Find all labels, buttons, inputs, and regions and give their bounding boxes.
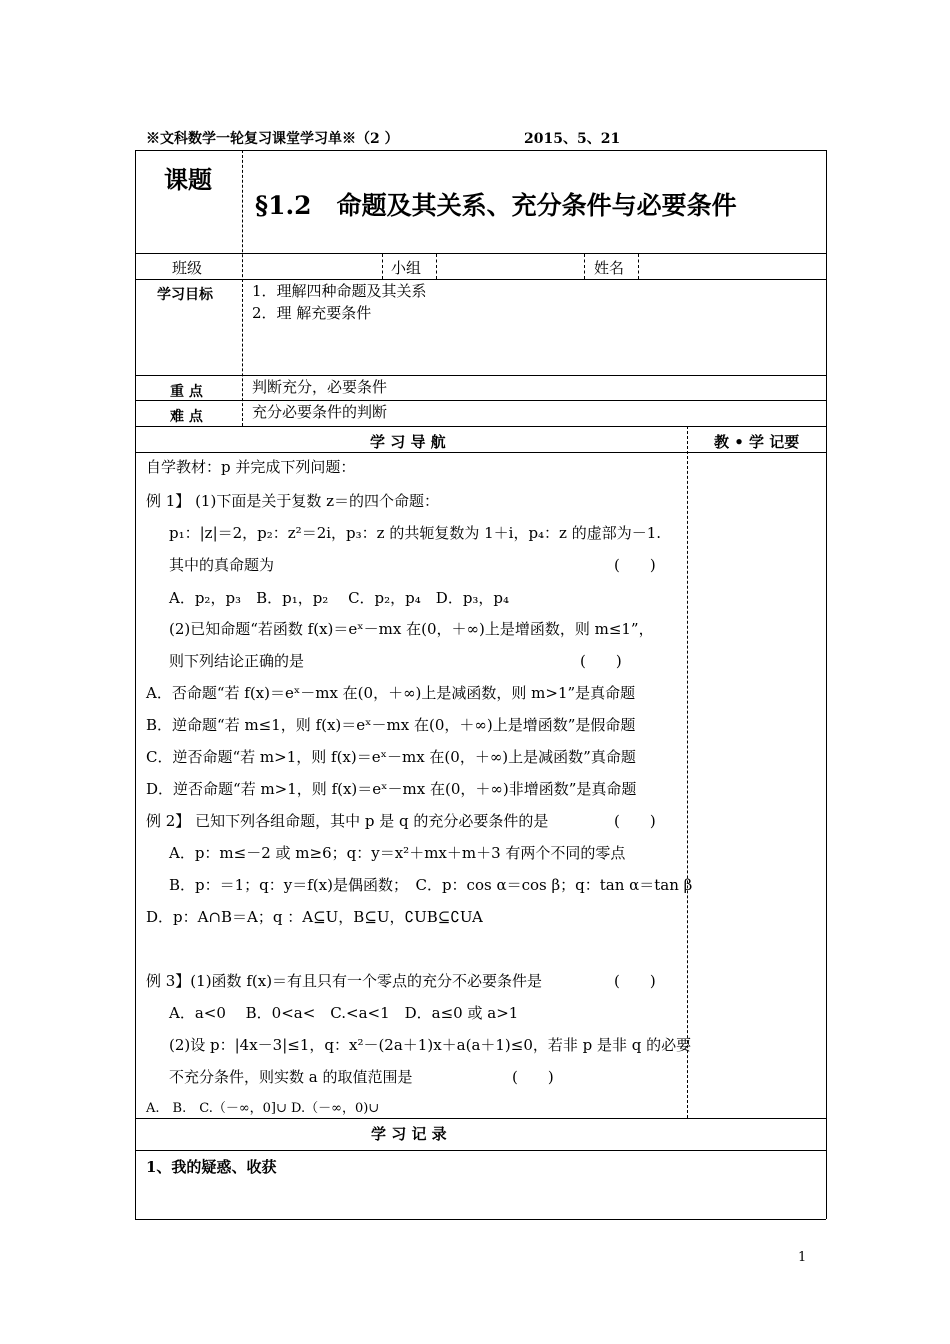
example-1-options: A．p₂，p₃ B．p₁，p₂ C．p₂，p₄ D．p₃，p₄	[169, 589, 510, 607]
example-2-heading: 例 2】 已知下列各组命题，其中 p 是 q 的充分必要条件的是	[146, 812, 549, 830]
worksheet-title: ※文科数学一轮复习课堂学习单※（2 ）	[146, 131, 399, 147]
example-1-part2-question: 则下列结论正确的是	[169, 652, 305, 670]
name-label: 姓名	[594, 259, 625, 277]
info-divider	[436, 254, 437, 279]
example-3-part2: (2)设 p：|4x－3|≤1，q：x²－(2a＋1)x＋a(a＋1)≤0，若非 p 是非 q 的必要	[169, 1036, 692, 1054]
key-point-label: 重 点	[170, 384, 203, 400]
difficulty-text: 充分必要条件的判断	[252, 403, 388, 421]
example-2-option-d: D．p：A∩B＝A；q ：A⊆U，B⊆U，∁UB⊆∁UA	[146, 908, 483, 926]
table-bottom-border	[135, 1219, 826, 1220]
notes-area[interactable]	[690, 454, 824, 1116]
class-label: 班级	[172, 259, 203, 277]
option-b: B．逆命题“若 m≤1，则 f(x)＝eˣ－mx 在(0，＋∞)上是增函数”是假命题	[146, 716, 636, 734]
example-1-heading: 例 1】 (1)下面是关于复数 z＝的四个命题：	[146, 492, 439, 510]
record-item-1: 1、我的疑惑、收获	[146, 1158, 277, 1176]
example-2-option-a: A．p：m≤－2 或 m≥6；q：y＝x²＋mx＋m＋3 有两个不同的零点	[169, 844, 626, 862]
example-1-question: 其中的真命题为	[169, 556, 275, 574]
info-divider	[382, 254, 383, 279]
notes-column-divider	[687, 426, 688, 1118]
goal-item: 1．理解四种命题及其关系	[252, 282, 427, 300]
example-3-heading: 例 3】(1)函数 f(x)＝有且只有一个零点的充分不必要条件是	[146, 972, 543, 990]
option-d: D．逆否命题“若 m>1，则 f(x)＝eˣ－mx 在(0，＋∞)非增函数”是真命题	[146, 780, 637, 798]
answer-blank[interactable]: ( )	[614, 812, 656, 830]
row-separator	[135, 452, 826, 453]
label-column-divider	[242, 150, 243, 426]
notes-header: 教 • 学 记要	[714, 433, 800, 451]
row-separator	[135, 1150, 826, 1151]
table-top-border	[135, 150, 826, 151]
worksheet-date: 2015、5、21	[524, 131, 621, 147]
option-a: A．否命题“若 f(x)＝eˣ－mx 在(0，＋∞)上是减函数，则 m>1”是真命题	[146, 684, 636, 702]
row-separator	[135, 400, 826, 401]
row-separator	[135, 426, 826, 427]
record-notes-area[interactable]	[138, 1178, 824, 1216]
record-header: 学 习 记 录	[371, 1125, 447, 1143]
example-1-propositions: p₁：|z|＝2，p₂：z²＝2i，p₃：z 的共轭复数为 1＋i，p₄：z 的虚部为－1.	[169, 524, 662, 542]
answer-blank[interactable]: ( )	[614, 972, 656, 990]
goal-item: 2．理 解充要条件	[252, 304, 372, 322]
answer-blank[interactable]: ( )	[614, 556, 656, 574]
class-field[interactable]	[245, 256, 380, 277]
key-point-text: 判断充分，必要条件	[252, 378, 388, 396]
row-separator	[135, 253, 826, 254]
nav-header: 学 习 导 航	[370, 433, 446, 451]
example-3-part2-question: 不充分条件，则实数 a 的取值范围是	[169, 1068, 413, 1086]
table-right-border	[826, 150, 827, 1219]
goals-label: 学习目标	[157, 287, 213, 303]
row-separator	[135, 375, 826, 376]
nav-intro: 自学教材：p 并完成下列问题：	[146, 458, 356, 476]
answer-blank[interactable]: ( )	[512, 1068, 554, 1086]
group-field[interactable]	[439, 256, 581, 277]
answer-blank[interactable]: ( )	[580, 652, 622, 670]
topic-title: §1.2 命题及其关系、充分条件与必要条件	[255, 191, 737, 220]
difficulty-label: 难 点	[170, 409, 203, 425]
example-1-part2: (2)已知命题“若函数 f(x)＝eˣ－mx 在(0，＋∞)上是增函数，则 m≤1”，	[169, 620, 654, 638]
info-divider	[584, 254, 585, 279]
group-label: 小组	[391, 259, 422, 277]
table-left-border	[135, 150, 136, 1219]
row-separator	[135, 279, 826, 280]
example-2-option-bc: B．p：＝1；q：y＝f(x)是偶函数； C．p：cos α＝cos β；q：tan α＝tan β	[169, 876, 693, 894]
example-3-part2-options: A. B. C.（－∞，0]∪ D.（－∞，0)∪	[146, 1101, 380, 1116]
page-number: 1	[798, 1250, 807, 1265]
option-c: C．逆否命题“若 m>1，则 f(x)＝eˣ－mx 在(0，＋∞)上是减函数”真命题	[146, 748, 636, 766]
name-field[interactable]	[641, 256, 823, 277]
topic-label: 课题	[164, 165, 212, 194]
info-divider	[638, 254, 639, 279]
example-3-options: A．a<0 B．0<a< C.<a<1 D．a≤0 或 a>1	[169, 1004, 519, 1022]
